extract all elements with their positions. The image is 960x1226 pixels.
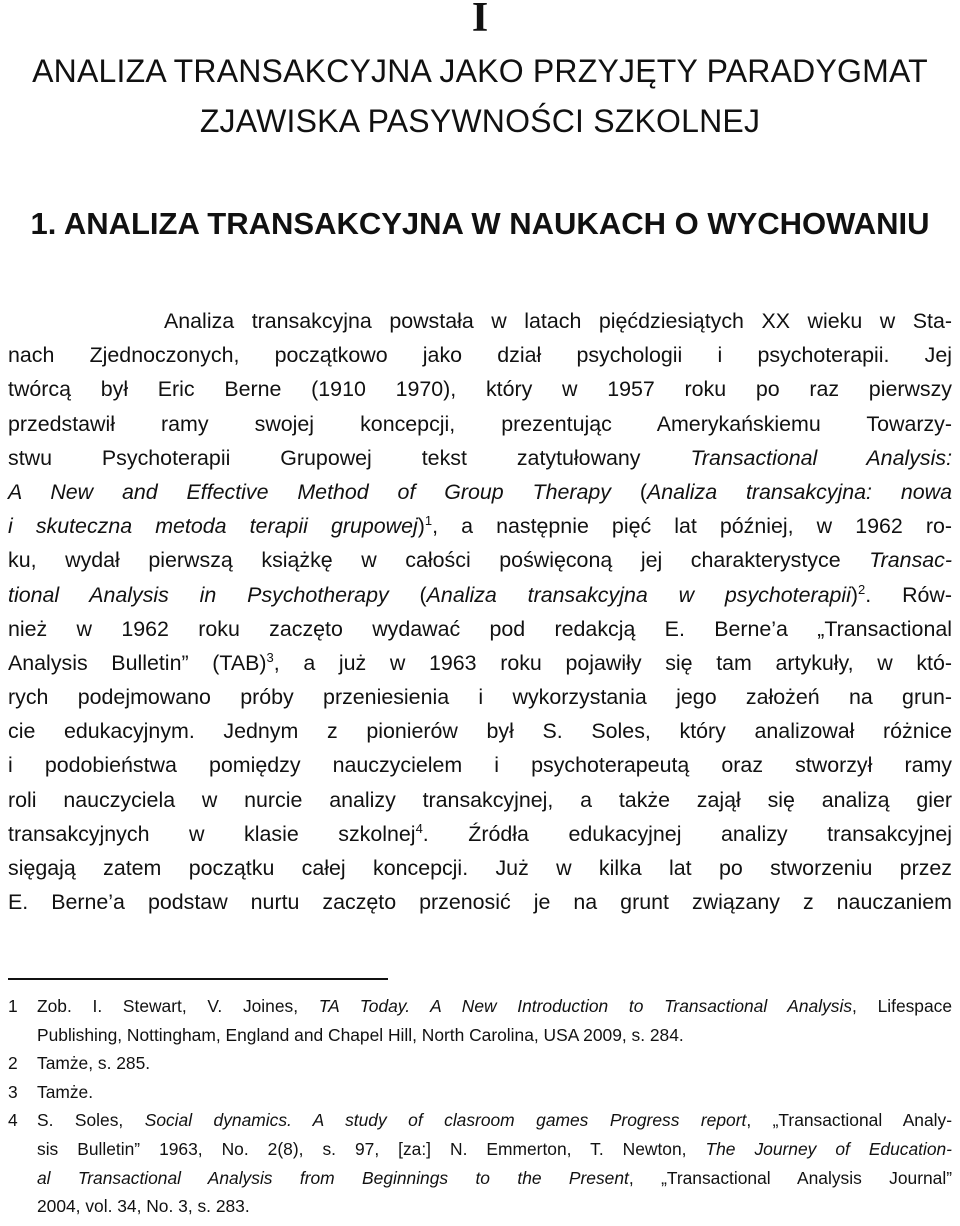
- text-segment: , „Transactional Analysis Journal”: [628, 1167, 952, 1188]
- footnote-line: [37, 1135, 952, 1164]
- text-line: [8, 680, 952, 714]
- text-segment: Zob. I. Stewart, V. Joines,: [37, 996, 319, 1016]
- italic-title: Social dynamics. A study of clasroom games Progress report: [144, 1110, 747, 1131]
- footnote-3: [8, 1078, 952, 1107]
- text-line: [8, 851, 952, 885]
- text-line: [8, 714, 952, 748]
- text-segment: Analiza transakcyjna powstała w latach pięćdziesiątych XX wieku w Sta-: [164, 309, 952, 333]
- text-line: [8, 578, 952, 612]
- italic-title: Transactional Analysis:: [690, 445, 953, 470]
- text-segment: ku, wydał pierwszą książkę w całości poświęconą jej charakterystyce: [8, 548, 870, 573]
- text-line: [8, 646, 952, 680]
- text-line: [8, 612, 952, 646]
- text-segment: Analysis Bulletin” (TAB): [8, 650, 267, 675]
- footnote-ref-2[interactable]: 2: [858, 581, 866, 597]
- chapter-title-line-1: ANALIZA TRANSAKCYJNA JAKO PRZYJĘTY PARADYGMAT: [32, 53, 928, 89]
- text-line: [8, 441, 952, 475]
- footnote-number: 2: [8, 1053, 18, 1074]
- footnote-number: 1: [8, 996, 18, 1016]
- footnote-line: [37, 1106, 952, 1135]
- italic-title: al Transactional Analysis from Beginnings to the Present: [37, 1167, 629, 1188]
- footnote-line: [37, 1192, 952, 1221]
- footnote-ref-1[interactable]: 1: [424, 513, 433, 529]
- text-line: [8, 304, 952, 338]
- footnote-line: Tamże.: [37, 1081, 94, 1102]
- text-segment: (: [388, 582, 427, 607]
- footnote-number: 3: [8, 1081, 18, 1102]
- italic-translation: Analiza transakcyjna: nowa: [646, 479, 952, 504]
- text-line: [8, 509, 952, 543]
- text-segment: transakcyjnych w klasie szkolnej: [8, 821, 416, 846]
- text-line: [8, 885, 952, 919]
- text-segment: twórcą był Eric Berne (1910 1970), który w 1957 roku po raz pierwszy: [8, 377, 952, 402]
- italic-translation: i skuteczna metoda terapii grupowej: [8, 514, 418, 539]
- italic-title: The Journey of Education-: [705, 1138, 952, 1159]
- text-line: [8, 475, 952, 509]
- footnote-2: [8, 1049, 952, 1078]
- italic-title: Transac-: [869, 548, 952, 573]
- chapter-title: [0, 46, 960, 146]
- text-segment: Publishing, Nottingham, England and Chapel Hill, North Carolina, USA 2009, s. 284.: [37, 1024, 684, 1045]
- italic-title: tional Analysis in Psychotherapy: [8, 582, 389, 607]
- footnote-line: [37, 992, 952, 1021]
- section-heading: 1. ANALIZA TRANSAKCYJNA W NAUKACH O WYCHOWANIU: [30, 206, 930, 241]
- text-segment: przedstawił ramy swojej koncepcji, prezentując Amerykańskiemu Towarzy-: [8, 411, 952, 436]
- text-segment: 2004, vol. 34, No. 3, s. 283.: [37, 1196, 250, 1217]
- footnote-4: [8, 1106, 952, 1220]
- footnotes: [8, 992, 952, 1221]
- chapter-title-line-2: ZJAWISKA PASYWNOŚCI SZKOLNEJ: [199, 103, 761, 139]
- italic-title: A New and Effective Method of Group Therapy: [8, 479, 611, 504]
- text-segment: E. Berne’a podstaw nurtu zaczęto przenosić je na grunt związany z nauczaniem: [8, 890, 952, 915]
- text-segment: nach Zjednoczonych, początkowo jako dział psychologii i psychoterapii. Jej: [8, 343, 952, 368]
- text-segment: , a następnie pięć lat później, w 1962 ro-: [432, 514, 952, 539]
- footnote-ref-4[interactable]: 4: [415, 820, 423, 836]
- text-segment: , „Transactional Analy-: [746, 1110, 952, 1131]
- text-line: [8, 543, 952, 577]
- text-segment: , a już w 1963 roku pojawiły się tam artykuły, w któ-: [273, 650, 952, 675]
- text-line: [8, 748, 952, 782]
- body-paragraph: [8, 304, 952, 919]
- italic-title: TA Today. A New Introduction to Transactional Analysis: [318, 996, 853, 1016]
- text-segment: sięgają zatem początku całej koncepcji. Już w kilka lat po stworzeniu przez: [8, 856, 952, 880]
- chapter-number: I: [471, 0, 489, 41]
- text-line: [8, 407, 952, 441]
- text-line: [8, 338, 952, 372]
- text-line: [8, 372, 952, 406]
- text-segment: roli nauczyciela w nurcie analizy transakcyjnej, a także zajął się analizą gier: [8, 787, 952, 812]
- text-segment: rych podejmowano próby przeniesienia i wykorzystania jego założeń na grun-: [8, 685, 952, 710]
- text-segment: . Rów-: [865, 582, 952, 607]
- text-segment: (: [611, 479, 647, 504]
- text-segment: i podobieństwa pomiędzy nauczycielem i psychoterapeutą oraz stworzył ramy: [8, 753, 952, 778]
- text-segment: . Źródła edukacyjnej analizy transakcyjnej: [422, 821, 952, 846]
- text-segment: ): [417, 514, 425, 539]
- footnote-ref-3[interactable]: 3: [266, 649, 274, 665]
- footnote-line: Tamże, s. 285.: [37, 1053, 151, 1074]
- text-segment: cie edukacyjnym. Jednym z pionierów był S. Soles, który analizował różnice: [8, 719, 952, 744]
- text-segment: sis Bulletin” 1963, No. 2(8), s. 97, [za:] N. Emmerton, T. Newton,: [37, 1138, 706, 1159]
- footnote-line: [37, 1164, 952, 1193]
- text-line: [8, 783, 952, 817]
- footnote-line: [37, 1021, 952, 1050]
- footnote-separator: [8, 978, 388, 980]
- footnote-1: [8, 992, 952, 1049]
- italic-translation: Analiza transakcyjna w psychoterapii: [426, 582, 851, 607]
- text-segment: stwu Psychoterapii Grupowej tekst zatytułowany: [8, 445, 691, 470]
- text-line: [8, 817, 952, 851]
- footnote-number: 4: [8, 1110, 18, 1131]
- text-segment: nież w 1962 roku zaczęto wydawać pod redakcją E. Berne’a „Transactional: [8, 616, 952, 641]
- text-segment: S. Soles,: [37, 1110, 145, 1131]
- text-segment: ): [850, 582, 859, 607]
- text-segment: , Lifespace: [852, 996, 953, 1016]
